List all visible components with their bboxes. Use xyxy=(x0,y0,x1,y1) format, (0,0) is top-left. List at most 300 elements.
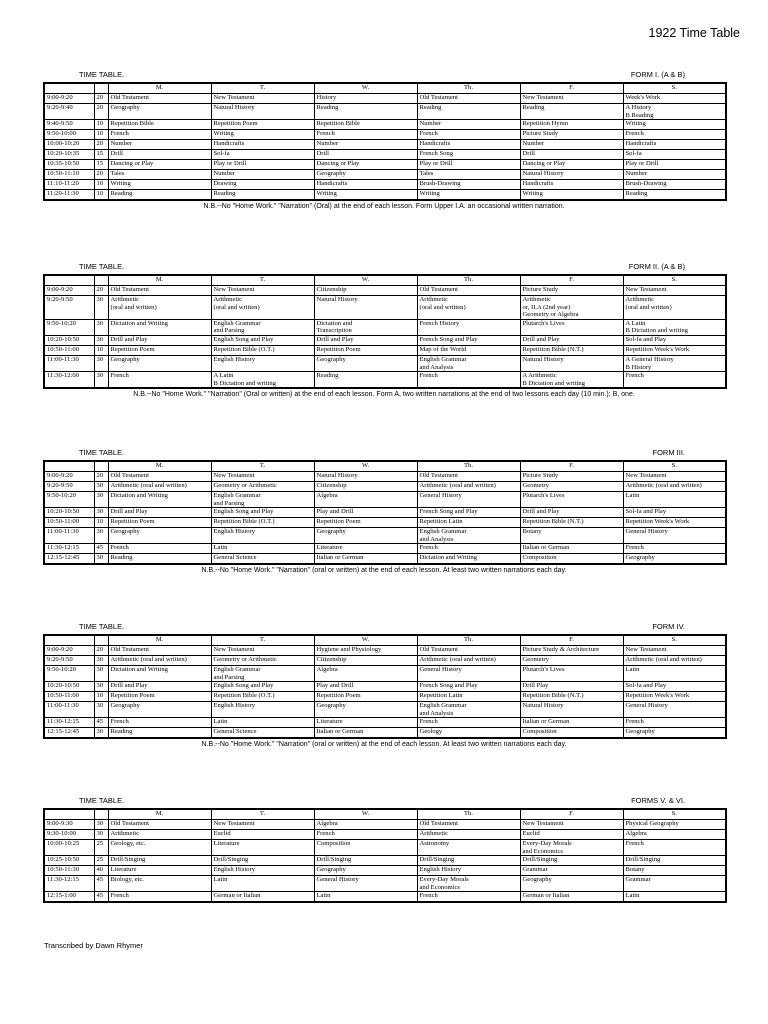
form-label: FORM III. xyxy=(652,448,685,457)
time-cell: 9:20-9:40 xyxy=(44,104,94,120)
subject-cell: Italian or German xyxy=(520,718,623,728)
time-header xyxy=(44,83,94,94)
section-header xyxy=(43,70,725,82)
subject-cell: French xyxy=(623,544,726,554)
subject-cell: Arithmetic (oral and written) xyxy=(108,482,211,492)
subject-cell: Repetition Bible (O.T.) xyxy=(211,518,314,528)
subject-cell: Literature xyxy=(314,544,417,554)
subject-cell: English Grammar and Parsing xyxy=(211,666,314,682)
subject-cell: French xyxy=(417,892,520,903)
timetable xyxy=(43,274,727,389)
subject-cell: French xyxy=(108,372,211,389)
subject-cell: Drill/Singing xyxy=(108,856,211,866)
minutes-cell: 20 xyxy=(94,104,108,120)
minutes-cell: 10 xyxy=(94,130,108,140)
minutes-cell: 15 xyxy=(94,160,108,170)
minutes-cell: 25 xyxy=(94,856,108,866)
subject-cell: French xyxy=(417,372,520,389)
time-cell: 11:20-11:30 xyxy=(44,190,94,201)
subject-cell: New Testament xyxy=(211,820,314,830)
subject-cell: Geography xyxy=(108,104,211,120)
subject-cell: French Song xyxy=(417,150,520,160)
day-header: T. xyxy=(211,809,314,820)
subject-cell: Play or Drill xyxy=(623,160,726,170)
table-row xyxy=(44,120,726,130)
table-row xyxy=(44,140,726,150)
table-row xyxy=(44,508,726,518)
subject-cell: Drill and Play xyxy=(108,682,211,692)
time-cell: 9:20-9:50 xyxy=(44,296,94,320)
table-row xyxy=(44,728,726,739)
subject-cell: Geography xyxy=(314,866,417,876)
subject-cell: Reading xyxy=(108,554,211,565)
subject-cell: French xyxy=(417,130,520,140)
minutes-cell: 45 xyxy=(94,876,108,892)
section-note: N.B.--No "Home Work." "Narration" (oral or written) at the end of each lesson. At least two written narrations each day. xyxy=(201,567,567,575)
subject-cell: Repetition Poem xyxy=(211,120,314,130)
subject-cell: English Grammar and Parsing xyxy=(211,492,314,508)
subject-cell: Writing xyxy=(417,190,520,201)
minutes-cell: 30 xyxy=(94,830,108,840)
minutes-header xyxy=(94,461,108,472)
subject-cell: Week's Work xyxy=(623,94,726,104)
time-cell: 11:10-11:20 xyxy=(44,180,94,190)
time-cell: 9:00-9:20 xyxy=(44,646,94,656)
time-cell: 10:50-11:30 xyxy=(44,866,94,876)
subject-cell: Geometry xyxy=(520,482,623,492)
minutes-cell: 30 xyxy=(94,702,108,718)
minutes-cell: 30 xyxy=(94,335,108,345)
section-header xyxy=(43,448,725,460)
table-row xyxy=(44,104,726,120)
section-header xyxy=(43,262,725,274)
subject-cell: Repetition Latin xyxy=(417,692,520,702)
day-header: F. xyxy=(520,635,623,646)
subject-cell: Handicrafts xyxy=(211,140,314,150)
table-row xyxy=(44,286,726,296)
subject-cell: General History xyxy=(417,666,520,682)
minutes-cell: 20 xyxy=(94,170,108,180)
subject-cell: Play and Drill xyxy=(314,682,417,692)
table-row xyxy=(44,840,726,856)
subject-cell: Drill and Play xyxy=(520,508,623,518)
table-row xyxy=(44,682,726,692)
time-cell: 10:50-11:00 xyxy=(44,518,94,528)
time-table-label: TIME TABLE. xyxy=(79,70,125,79)
minutes-cell: 30 xyxy=(94,728,108,739)
day-header: W. xyxy=(314,635,417,646)
minutes-cell: 10 xyxy=(94,518,108,528)
header-row xyxy=(44,83,726,94)
subject-cell: Sol-fa xyxy=(623,150,726,160)
minutes-cell: 30 xyxy=(94,528,108,544)
subject-cell: Arithmetic (oral and written) xyxy=(417,482,520,492)
minutes-cell: 30 xyxy=(94,508,108,518)
form-label: FORM I. (A & B) xyxy=(630,70,685,79)
subject-cell: Drill xyxy=(108,150,211,160)
section-note: N.B.--No "Home Work." "Narration" (Oral) at the end of each lesson. Form Upper I.A. an occasional written narration. xyxy=(203,203,565,211)
subject-cell: Natural History xyxy=(520,355,623,371)
timetable-section xyxy=(43,622,725,748)
table-row xyxy=(44,646,726,656)
subject-cell: English History xyxy=(417,866,520,876)
time-header xyxy=(44,635,94,646)
time-table-label: TIME TABLE. xyxy=(79,262,125,271)
subject-cell: Picture Study xyxy=(520,130,623,140)
subject-cell: Arithmetic xyxy=(108,830,211,840)
subject-cell: Drill and Play xyxy=(108,508,211,518)
subject-cell: Hygiene and Physiology xyxy=(314,646,417,656)
subject-cell: Old Testament xyxy=(108,94,211,104)
table-row xyxy=(44,372,726,389)
subject-cell: English Song and Play xyxy=(211,335,314,345)
subject-cell: Literature xyxy=(108,866,211,876)
subject-cell: Old Testament xyxy=(108,472,211,482)
subject-cell: French Song and Play xyxy=(417,335,520,345)
subject-cell: A General History B History xyxy=(623,355,726,371)
day-header: M. xyxy=(108,461,211,472)
time-cell: 12:15-1:00 xyxy=(44,892,94,903)
subject-cell: Repetition Latin xyxy=(417,518,520,528)
subject-cell: Drill and Play xyxy=(520,335,623,345)
minutes-cell: 10 xyxy=(94,120,108,130)
time-cell: 11:00-11:30 xyxy=(44,528,94,544)
subject-cell: Old Testament xyxy=(108,646,211,656)
subject-cell: Play and Drill xyxy=(314,508,417,518)
subject-cell: Writing xyxy=(623,120,726,130)
time-cell: 10:20-10:50 xyxy=(44,508,94,518)
subject-cell: English Song and Play xyxy=(211,682,314,692)
minutes-cell: 20 xyxy=(94,646,108,656)
header-row xyxy=(44,635,726,646)
subject-cell: Geology, etc. xyxy=(108,840,211,856)
subject-cell: Arithmetic or, II.A (2nd year) Geometry or Algebra xyxy=(520,296,623,320)
subject-cell: French xyxy=(314,830,417,840)
subject-cell: Handicrafts xyxy=(314,180,417,190)
subject-cell: English Song and Play xyxy=(211,508,314,518)
subject-cell: Dictation and Writing xyxy=(108,666,211,682)
subject-cell: Number xyxy=(520,140,623,150)
subject-cell: Reading xyxy=(314,372,417,389)
day-header: M. xyxy=(108,809,211,820)
time-cell: 9:50-10:20 xyxy=(44,666,94,682)
subject-cell: Arithmetic (oral and written) xyxy=(417,656,520,666)
day-header: S. xyxy=(623,809,726,820)
time-cell: 9:00-9:20 xyxy=(44,286,94,296)
subject-cell: Latin xyxy=(314,892,417,903)
subject-cell: Natural History xyxy=(520,702,623,718)
transcription-credit: Transcribed by Dawn Rhymer xyxy=(44,941,143,950)
minutes-cell: 25 xyxy=(94,840,108,856)
subject-cell: Algebra xyxy=(623,830,726,840)
subject-cell: Geometry or Arithmetic xyxy=(211,482,314,492)
table-row xyxy=(44,718,726,728)
table-row xyxy=(44,345,726,355)
day-header: T. xyxy=(211,83,314,94)
subject-cell: Repetition Week's Work xyxy=(623,692,726,702)
subject-cell: A Arithmetic B Dictation and writing xyxy=(520,372,623,389)
subject-cell: Composition xyxy=(520,728,623,739)
timetable xyxy=(43,634,727,739)
time-cell: 9:20-9:50 xyxy=(44,482,94,492)
subject-cell: French xyxy=(417,718,520,728)
time-cell: 10:50-11:00 xyxy=(44,692,94,702)
minutes-header xyxy=(94,635,108,646)
subject-cell: Arithmetic (oral and written) xyxy=(108,656,211,666)
minutes-header xyxy=(94,83,108,94)
subject-cell: Natural History xyxy=(211,104,314,120)
subject-cell: Drill Play xyxy=(520,682,623,692)
timetable xyxy=(43,460,727,565)
subject-cell: New Testament xyxy=(211,472,314,482)
subject-cell: Reading xyxy=(623,190,726,201)
minutes-cell: 30 xyxy=(94,666,108,682)
subject-cell: French xyxy=(108,130,211,140)
table-row xyxy=(44,820,726,830)
time-header xyxy=(44,461,94,472)
day-header: Th. xyxy=(417,275,520,286)
time-cell: 9:20-9:50 xyxy=(44,656,94,666)
subject-cell: Arithmetic xyxy=(417,830,520,840)
subject-cell: English History xyxy=(211,866,314,876)
subject-cell: Grammar xyxy=(623,876,726,892)
day-header: W. xyxy=(314,809,417,820)
subject-cell: Geography xyxy=(314,355,417,371)
subject-cell: Old Testament xyxy=(108,820,211,830)
subject-cell: General Science xyxy=(211,554,314,565)
header-row xyxy=(44,809,726,820)
subject-cell: Dictation and Writing xyxy=(417,554,520,565)
subject-cell: Repetition Poem xyxy=(108,692,211,702)
timetable xyxy=(43,808,727,903)
subject-cell: Drawing xyxy=(211,180,314,190)
day-header: S. xyxy=(623,83,726,94)
minutes-cell: 30 xyxy=(94,820,108,830)
form-label: FORM II. (A & B) xyxy=(628,262,685,271)
minutes-cell: 30 xyxy=(94,554,108,565)
subject-cell: Composition xyxy=(314,840,417,856)
header-row xyxy=(44,461,726,472)
subject-cell: Botany xyxy=(520,528,623,544)
subject-cell: Italian or German xyxy=(314,728,417,739)
subject-cell: Latin xyxy=(211,876,314,892)
subject-cell: Euclid xyxy=(211,830,314,840)
subject-cell: Repetition Bible (N.T.) xyxy=(520,345,623,355)
subject-cell: English Grammar and Analysis xyxy=(417,528,520,544)
time-cell: 10:00-10:20 xyxy=(44,140,94,150)
minutes-cell: 10 xyxy=(94,692,108,702)
section-note: N.B.--No "Home Work." "Narration" (oral or written) at the end of each lesson. At least two written narrations each day. xyxy=(201,741,567,749)
minutes-cell: 15 xyxy=(94,150,108,160)
time-cell: 12:15-12:45 xyxy=(44,554,94,565)
timetable xyxy=(43,82,727,201)
subject-cell: German or Italian xyxy=(520,892,623,903)
subject-cell: Geography xyxy=(314,702,417,718)
minutes-cell: 30 xyxy=(94,355,108,371)
time-cell: 11:30-12:15 xyxy=(44,876,94,892)
time-cell: 9:30-10:00 xyxy=(44,830,94,840)
subject-cell: Arithmetic (oral and written) xyxy=(417,296,520,320)
subject-cell: Sol-fa and Play xyxy=(623,335,726,345)
subject-cell: Repetition Poem xyxy=(108,518,211,528)
subject-cell: Number xyxy=(417,120,520,130)
table-row xyxy=(44,830,726,840)
subject-cell: New Testament xyxy=(211,94,314,104)
subject-cell: Euclid xyxy=(520,830,623,840)
subject-cell: French History xyxy=(417,319,520,335)
subject-cell: Play or Drill xyxy=(211,160,314,170)
subject-cell: Brush-Drawing xyxy=(623,180,726,190)
subject-cell: Old Testament xyxy=(417,286,520,296)
subject-cell: Latin xyxy=(211,544,314,554)
subject-cell: Biology, etc. xyxy=(108,876,211,892)
subject-cell: Play or Drill xyxy=(417,160,520,170)
time-cell: 9:50-10:20 xyxy=(44,319,94,335)
subject-cell: Reading xyxy=(211,190,314,201)
time-cell: 11:30-12:15 xyxy=(44,718,94,728)
table-row xyxy=(44,319,726,335)
subject-cell: English History xyxy=(211,528,314,544)
day-header: W. xyxy=(314,83,417,94)
minutes-cell: 30 xyxy=(94,682,108,692)
time-cell: 11:00-11:30 xyxy=(44,702,94,718)
table-row xyxy=(44,170,726,180)
subject-cell: Old Testament xyxy=(417,820,520,830)
subject-cell: A Latin B Dictation and writing xyxy=(623,319,726,335)
subject-cell: Drill/Singing xyxy=(314,856,417,866)
subject-cell: Italian or German xyxy=(520,544,623,554)
timetable-section xyxy=(43,796,725,903)
minutes-header xyxy=(94,809,108,820)
form-label: FORMS V. & VI. xyxy=(631,796,685,805)
minutes-cell: 20 xyxy=(94,94,108,104)
subject-cell: Dancing or Play xyxy=(108,160,211,170)
subject-cell: French xyxy=(623,840,726,856)
day-header: M. xyxy=(108,83,211,94)
subject-cell: Drill/Singing xyxy=(417,856,520,866)
minutes-header xyxy=(94,275,108,286)
subject-cell: Citizenship xyxy=(314,656,417,666)
subject-cell: Geometry or Arithmetic xyxy=(211,656,314,666)
subject-cell: Arithmetic (oral and written) xyxy=(623,656,726,666)
subject-cell: Citizenship xyxy=(314,482,417,492)
subject-cell: Repetition Hymn xyxy=(520,120,623,130)
subject-cell: Latin xyxy=(211,718,314,728)
subject-cell: Old Testament xyxy=(417,646,520,656)
subject-cell: Drill xyxy=(314,150,417,160)
table-row xyxy=(44,528,726,544)
subject-cell: Reading xyxy=(108,728,211,739)
subject-cell: Drill xyxy=(520,150,623,160)
subject-cell: Dictation and Writing xyxy=(108,319,211,335)
subject-cell: French xyxy=(108,544,211,554)
table-row xyxy=(44,692,726,702)
subject-cell: French xyxy=(623,718,726,728)
time-cell: 9:50-10:00 xyxy=(44,130,94,140)
minutes-cell: 30 xyxy=(94,319,108,335)
document-title: 1922 Time Table xyxy=(648,26,740,40)
minutes-cell: 30 xyxy=(94,656,108,666)
time-header xyxy=(44,275,94,286)
subject-cell: French xyxy=(108,718,211,728)
subject-cell: Picture Study & Architecture xyxy=(520,646,623,656)
subject-cell: Physical Geography xyxy=(623,820,726,830)
table-row xyxy=(44,656,726,666)
subject-cell: Repetition Poem xyxy=(314,345,417,355)
subject-cell: French Song and Play xyxy=(417,508,520,518)
time-cell: 9:00-9:20 xyxy=(44,472,94,482)
minutes-cell: 10 xyxy=(94,180,108,190)
time-cell: 11:30-12:00 xyxy=(44,372,94,389)
table-row xyxy=(44,296,726,320)
minutes-cell: 30 xyxy=(94,482,108,492)
subject-cell: Number xyxy=(211,170,314,180)
subject-cell: Plutarch's Lives xyxy=(520,666,623,682)
subject-cell: Number xyxy=(623,170,726,180)
subject-cell: Repetition Bible (N.T.) xyxy=(520,692,623,702)
subject-cell: Botany xyxy=(623,866,726,876)
subject-cell: Drill/Singing xyxy=(211,856,314,866)
subject-cell: Repetition Week's Work xyxy=(623,518,726,528)
subject-cell: Natural History xyxy=(314,472,417,482)
day-header: T. xyxy=(211,275,314,286)
subject-cell: Sol-fa xyxy=(211,150,314,160)
table-row xyxy=(44,492,726,508)
section-note: N.B.--No "Home Work." "Narration" (Oral or written) at the end of each lesson. Form A, two written narrations at the end of two lessons each day (10 min.); B, one. xyxy=(133,391,635,399)
subject-cell: Geology xyxy=(417,728,520,739)
time-cell: 10:35-10:50 xyxy=(44,160,94,170)
subject-cell: Geography xyxy=(108,702,211,718)
table-row xyxy=(44,160,726,170)
day-header: S. xyxy=(623,275,726,286)
subject-cell: Drill and Play xyxy=(108,335,211,345)
subject-cell: Number xyxy=(108,140,211,150)
subject-cell: French xyxy=(417,544,520,554)
subject-cell: Handicrafts xyxy=(520,180,623,190)
subject-cell: A History B Reading xyxy=(623,104,726,120)
subject-cell: Plutarch's Lives xyxy=(520,492,623,508)
subject-cell: General History xyxy=(623,528,726,544)
subject-cell: Drill and Play xyxy=(314,335,417,345)
time-cell: 9:00-9:30 xyxy=(44,820,94,830)
subject-cell: Latin xyxy=(623,892,726,903)
day-header: W. xyxy=(314,275,417,286)
subject-cell: Geography xyxy=(314,528,417,544)
subject-cell: Geography xyxy=(623,554,726,565)
subject-cell: Italian or German xyxy=(314,554,417,565)
subject-cell: Geography xyxy=(108,528,211,544)
table-row xyxy=(44,150,726,160)
subject-cell: History xyxy=(314,94,417,104)
subject-cell: Picture Study xyxy=(520,472,623,482)
time-cell: 10:20-10:50 xyxy=(44,682,94,692)
day-header: Th. xyxy=(417,461,520,472)
subject-cell: French Song and Play xyxy=(417,682,520,692)
minutes-cell: 45 xyxy=(94,892,108,903)
subject-cell: Algebra xyxy=(314,666,417,682)
table-row xyxy=(44,94,726,104)
day-header: W. xyxy=(314,461,417,472)
subject-cell: Dictation and Transcription xyxy=(314,319,417,335)
minutes-cell: 45 xyxy=(94,544,108,554)
table-row xyxy=(44,554,726,565)
table-row xyxy=(44,335,726,345)
subject-cell: Repetition Poem xyxy=(314,518,417,528)
header-row xyxy=(44,275,726,286)
time-cell: 9:50-10:20 xyxy=(44,492,94,508)
table-row xyxy=(44,482,726,492)
minutes-cell: 30 xyxy=(94,492,108,508)
